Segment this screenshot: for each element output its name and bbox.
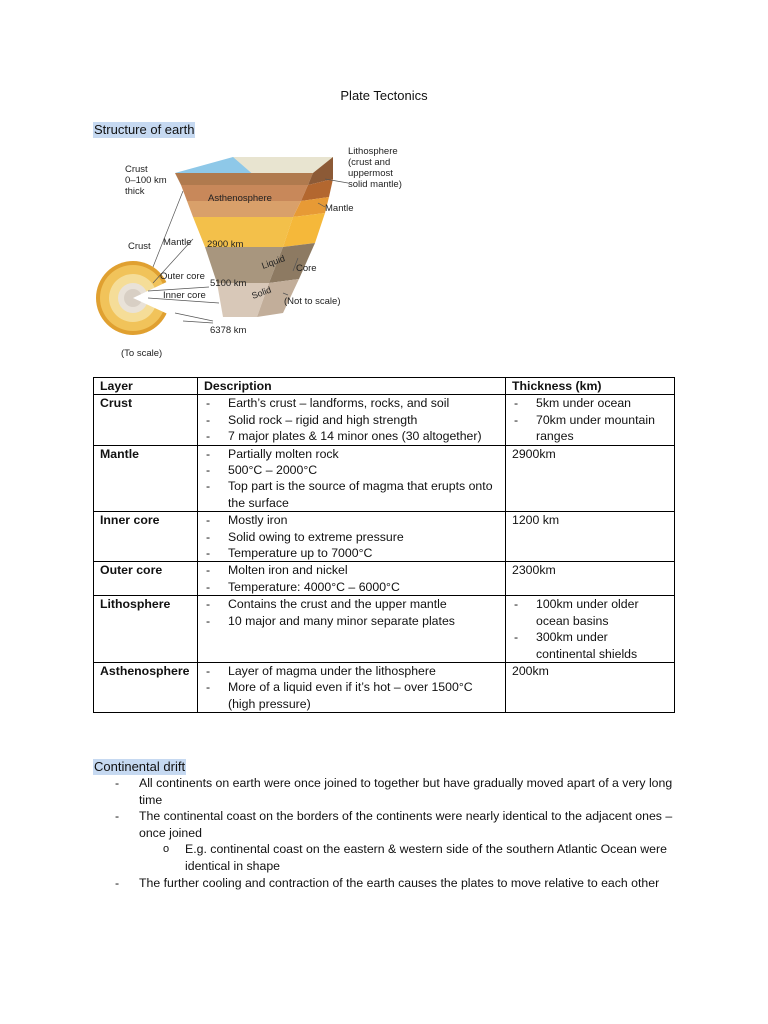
label-to-scale: (To scale) <box>121 348 163 359</box>
list-item: - 10 major and many minor separate plates <box>204 613 499 629</box>
table-header-row <box>94 378 675 395</box>
label-lithosphere: Lithosphere <box>348 146 398 157</box>
label-core: Core <box>296 263 317 274</box>
cell-layer: Mantle <box>94 445 198 512</box>
list-item: - The further cooling and contraction of the earth causes the plates to move relative to each other <box>93 875 678 892</box>
list-item: - More of a liquid even if it’s hot – over 1500°C (high pressure) <box>204 679 499 712</box>
section-heading-structure: Structure of earth <box>94 122 195 137</box>
list-item: - Solid rock – rigid and high strength <box>204 412 499 428</box>
cell-thickness: 1200 km <box>506 512 675 562</box>
label-outer-core: Outer core <box>160 271 205 282</box>
cell-thickness <box>506 395 675 445</box>
sub-list-item: o E.g. continental coast on the eastern & western side of the southern Atlantic Ocean were identical in shape <box>139 841 678 874</box>
list-item: - 100km under older ocean basins <box>512 596 668 629</box>
list-item <box>93 808 678 874</box>
table-row <box>94 512 675 562</box>
list-item: - 300km under continental shields <box>512 629 668 662</box>
list-item: - Earth’s crust – landforms, rocks, and soil <box>204 395 499 411</box>
cell-layer: Lithosphere <box>94 596 198 663</box>
list-item: - Temperature: 4000°C – 6000°C <box>204 579 499 595</box>
table-row <box>94 662 675 712</box>
list-item: - Partially molten rock <box>204 446 499 462</box>
continental-drift-list <box>93 775 678 891</box>
cell-thickness: 200km <box>506 662 675 712</box>
cell-description <box>198 512 506 562</box>
table-row <box>94 445 675 512</box>
list-item: - All continents on earth were once joined to together but have gradually moved apart of a very long time <box>93 775 678 808</box>
label-crust-range: 0–100 km <box>125 175 167 186</box>
label-depth-6378: 6378 km <box>210 325 247 336</box>
label-inner-core: Inner core <box>163 290 206 301</box>
list-item: - Layer of magma under the lithosphere <box>204 663 499 679</box>
list-item-text: The continental coast on the borders of the continents were nearly identical to the adjacent ones – once joined <box>139 809 673 840</box>
label-depth-2900: 2900 km <box>207 239 244 250</box>
earth-layers-illustration <box>93 143 423 365</box>
label-asthenosphere: Asthenosphere <box>208 193 272 204</box>
cell-description <box>198 662 506 712</box>
label-lithosphere-line2: (crust and <box>348 157 391 168</box>
label-crust: Crust <box>125 164 148 175</box>
list-item: - Molten iron and nickel <box>204 562 499 578</box>
label-not-to-scale: (Not to scale) <box>284 296 341 307</box>
label-crust-thick: thick <box>125 186 145 197</box>
crust-thickness-label <box>125 164 167 197</box>
label-lithosphere-line3: uppermost <box>348 168 393 179</box>
header-layer: Layer <box>94 378 198 395</box>
list-item: - 70km under mountain ranges <box>512 412 668 445</box>
label-solid: Solid <box>250 284 273 301</box>
cell-layer: Asthenosphere <box>94 662 198 712</box>
cell-description <box>198 395 506 445</box>
label-mantle-left: Mantle <box>163 237 192 248</box>
list-item: - Contains the crust and the upper mantle <box>204 596 499 612</box>
table-row <box>94 596 675 663</box>
list-item: - 500°C – 2000°C <box>204 462 499 478</box>
cell-description <box>198 596 506 663</box>
cell-description <box>198 562 506 596</box>
table-row <box>94 562 675 596</box>
label-liquid: Liquid <box>260 253 287 271</box>
label-depth-5100: 5100 km <box>210 278 247 289</box>
layers-table <box>93 377 675 713</box>
list-item: - Solid owing to extreme pressure <box>204 529 499 545</box>
lithosphere-label <box>348 146 402 190</box>
cell-layer: Inner core <box>94 512 198 562</box>
cell-thickness: 2300km <box>506 562 675 596</box>
list-item: - Temperature up to 7000°C <box>204 545 499 561</box>
label-lithosphere-line4: solid mantle) <box>348 179 402 190</box>
page-title: Plate Tectonics <box>340 88 428 103</box>
list-item: - Top part is the source of magma that erupts onto the surface <box>204 478 499 511</box>
cell-description <box>198 445 506 512</box>
earth-structure-diagram <box>93 143 423 365</box>
list-item: - 7 major plates & 14 minor ones (30 altogether) <box>204 428 499 444</box>
list-item: - Mostly iron <box>204 512 499 528</box>
cell-thickness: 2900km <box>506 445 675 512</box>
label-crust-left: Crust <box>128 241 151 252</box>
cell-thickness <box>506 596 675 663</box>
cell-layer: Crust <box>94 395 198 445</box>
cell-layer: Outer core <box>94 562 198 596</box>
header-thickness: Thickness (km) <box>506 378 675 395</box>
table-row <box>94 395 675 445</box>
label-mantle-right: Mantle <box>325 203 354 214</box>
section-heading-continental-drift: Continental drift <box>94 759 186 774</box>
list-item: - 5km under ocean <box>512 395 668 411</box>
header-description: Description <box>198 378 506 395</box>
